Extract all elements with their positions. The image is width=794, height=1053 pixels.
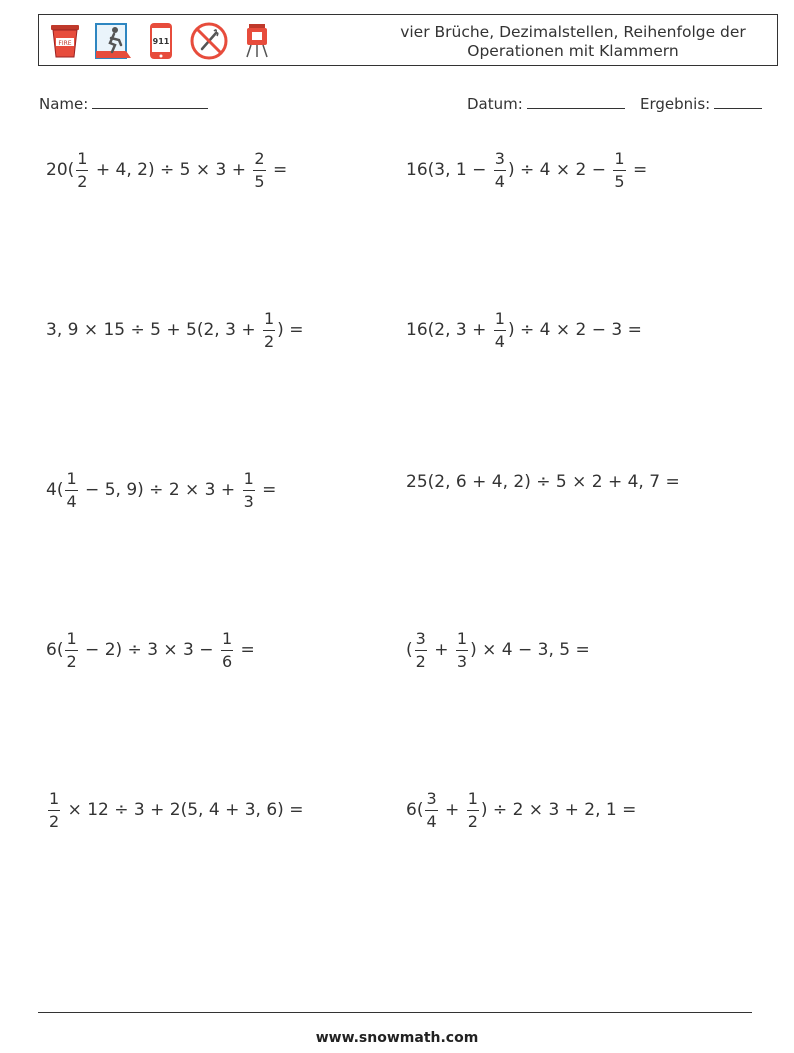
problem-4 <box>406 300 642 360</box>
fraction-denominator: 4 <box>494 171 505 191</box>
problem-10 <box>406 780 636 840</box>
fraction-denominator: 5 <box>614 171 625 191</box>
fraction <box>243 470 255 511</box>
fraction-denominator: 2 <box>77 171 88 191</box>
expression-text: = <box>256 480 277 500</box>
fraction-numerator: 1 <box>66 628 77 648</box>
icon-strip <box>45 19 277 63</box>
expression-text: 6( <box>46 640 64 660</box>
fraction-denominator: 5 <box>254 171 265 191</box>
expression-text: ) ÷ 4 × 2 − 3 = <box>507 320 642 340</box>
fraction <box>467 790 479 831</box>
name-label: Name: <box>39 95 89 113</box>
fraction <box>456 630 468 671</box>
expression-text: ) × 4 − 3, 5 = <box>470 640 590 660</box>
fraction-denominator: 4 <box>66 491 77 511</box>
expression-text: = <box>235 640 255 660</box>
fire-bucket-icon <box>45 21 85 61</box>
fraction-denominator: 2 <box>66 651 77 671</box>
expression-text: 25(2, 6 + 4, 2) ÷ 5 × 2 + 4, 7 = <box>406 472 680 492</box>
fraction <box>494 150 506 191</box>
expression-text: ) ÷ 2 × 3 + 2, 1 = <box>480 800 637 820</box>
fraction-numerator: 3 <box>426 788 437 808</box>
fraction-denominator: 3 <box>243 491 254 511</box>
expression-text: ) = <box>277 320 304 340</box>
fraction <box>263 310 275 351</box>
fraction <box>48 790 60 831</box>
footer-divider <box>38 1012 752 1013</box>
expression-text: × 12 ÷ 3 + 2(5, 4 + 3, 6) = <box>62 800 304 820</box>
fraction-numerator: 1 <box>614 148 625 168</box>
fraction <box>65 630 77 671</box>
date-field <box>467 94 625 113</box>
expression-text: + <box>439 800 465 820</box>
expression-text: ( <box>406 640 413 660</box>
fraction-numerator: 1 <box>263 308 275 328</box>
name-field <box>39 94 208 113</box>
no-fire-icon <box>189 21 229 61</box>
fraction-denominator: 2 <box>467 811 478 831</box>
expression-text: + 4, 2) ÷ 5 × 3 + <box>90 160 252 180</box>
fraction-denominator: 2 <box>263 331 275 351</box>
result-blank[interactable] <box>714 94 762 109</box>
expression-text: = <box>267 160 288 180</box>
expression-text: 20( <box>46 160 75 180</box>
expression-text: − 5, 9) ÷ 2 × 3 + <box>79 480 241 500</box>
fraction-denominator: 6 <box>221 651 233 671</box>
date-label: Datum: <box>467 95 523 113</box>
fraction-numerator: 1 <box>49 788 60 808</box>
expression-text: 6( <box>406 800 424 820</box>
expression-text: + <box>428 640 454 660</box>
expression-text: 16(3, 1 − <box>406 160 492 180</box>
fraction <box>425 790 437 831</box>
expression-text: − 2) ÷ 3 × 3 − <box>79 640 219 660</box>
problem-3 <box>46 300 303 360</box>
fraction-numerator: 3 <box>494 148 505 168</box>
fraction-denominator: 3 <box>456 651 468 671</box>
expression-text: ) ÷ 4 × 2 − <box>507 160 612 180</box>
name-blank[interactable] <box>92 94 208 109</box>
problem-2 <box>406 140 647 200</box>
result-label: Ergebnis: <box>640 95 711 113</box>
fraction <box>221 630 233 671</box>
worksheet-title: vier Brüche, Dezimalstellen, Reihenfolge der Operationen mit Klammern <box>400 23 746 60</box>
emergency-exit-icon <box>93 21 133 61</box>
fraction <box>494 310 506 351</box>
expression-text: 4( <box>46 480 64 500</box>
fire-alarm-icon <box>237 21 277 61</box>
problem-8 <box>406 620 590 680</box>
fraction <box>415 630 427 671</box>
fraction-numerator: 1 <box>221 628 233 648</box>
problem-6 <box>406 452 680 512</box>
phone-911-icon <box>141 21 181 61</box>
fraction <box>253 150 265 191</box>
fraction-numerator: 2 <box>254 148 265 168</box>
fraction-numerator: 1 <box>467 788 478 808</box>
fraction-numerator: 3 <box>415 628 426 648</box>
worksheet-header <box>38 14 778 66</box>
date-blank[interactable] <box>527 94 625 109</box>
fraction-denominator: 4 <box>426 811 437 831</box>
expression-text: 16(2, 3 + <box>406 320 492 340</box>
fraction-numerator: 1 <box>456 628 468 648</box>
fraction <box>65 470 77 511</box>
problem-5 <box>46 460 276 520</box>
result-field <box>640 94 762 113</box>
expression-text: 3, 9 × 15 ÷ 5 + 5(2, 3 + <box>46 320 261 340</box>
fraction-numerator: 1 <box>66 468 77 488</box>
fraction <box>76 150 88 191</box>
fraction-numerator: 1 <box>77 148 88 168</box>
fraction-denominator: 2 <box>49 811 60 831</box>
expression-text: = <box>627 160 648 180</box>
footer-url: www.snowmath.com <box>315 1030 479 1046</box>
fraction <box>613 150 625 191</box>
fraction-denominator: 4 <box>494 331 505 351</box>
svg-text:911: 911 <box>152 37 170 46</box>
problem-1 <box>46 140 287 200</box>
problem-7 <box>46 620 255 680</box>
svg-text:FIRE: FIRE <box>58 40 72 47</box>
fraction-denominator: 2 <box>415 651 426 671</box>
problem-9 <box>46 780 303 840</box>
fraction-numerator: 1 <box>494 308 505 328</box>
fraction-numerator: 1 <box>243 468 254 488</box>
